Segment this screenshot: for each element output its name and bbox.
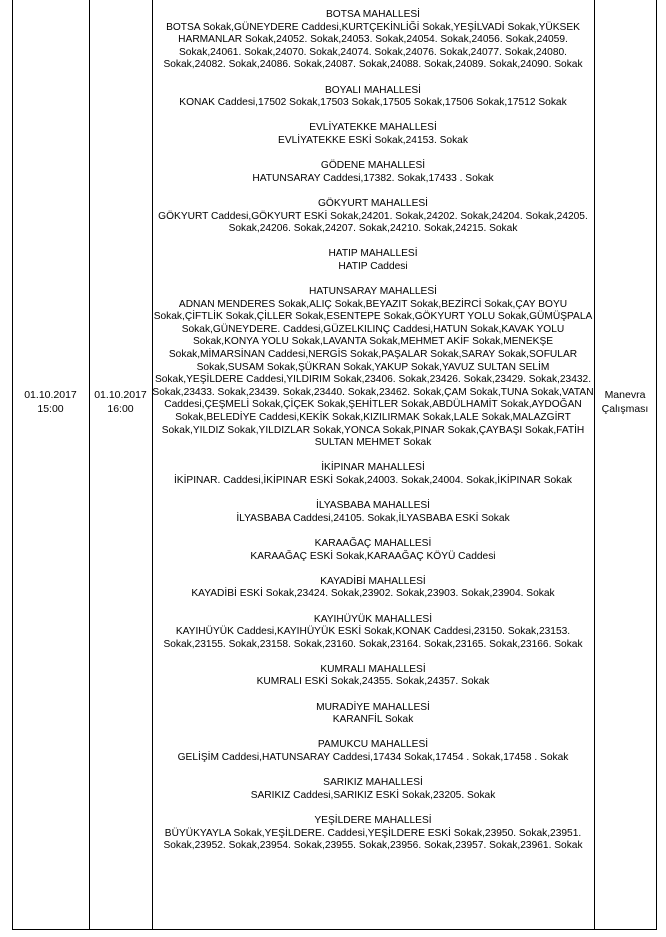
work-type-line2: Çalışması — [601, 403, 649, 415]
neighborhood-name: PAMUKCU MAHALLESİ — [317, 739, 429, 751]
neighborhood-block — [152, 739, 594, 764]
neighborhood-name: KAYIHÜYÜK MAHALLESİ — [313, 613, 433, 625]
start-time: 15:00 — [37, 403, 64, 415]
neighborhood-block — [152, 198, 594, 236]
neighborhood-streets: BÜYÜKYAYLA Sokak,YEŞİLDERE. Caddesi,YEŞİLDERE ESKİ Sokak,23950. Sokak,23951. Sokak,23952. Sokak,23954. Sokak,23955. Sokak,23956. Sokak,23957. Sokak,23961. Sokak — [163, 827, 583, 852]
column-divider-3 — [594, 0, 595, 930]
neighborhood-block — [152, 462, 594, 487]
neighborhood-streets: EVLİYATEKKE ESKİ Sokak,24153. Sokak — [278, 134, 468, 146]
neighborhood-block — [152, 122, 594, 147]
neighborhood-name: KAYADİBİ MAHALLESİ — [320, 575, 426, 587]
neighborhood-streets: KARAAĞAÇ ESKİ Sokak,KARAAĞAÇ KÖYÜ Caddesi — [250, 550, 496, 562]
neighborhood-name: İLYASBABA MAHALLESİ — [316, 500, 430, 512]
neighborhood-block — [152, 815, 594, 853]
neighborhood-name: SARIKIZ MAHALLESİ — [323, 777, 423, 789]
neighborhood-streets: KAYIHÜYÜK Caddesi,KAYIHÜYÜK ESKİ Sokak,KONAK Caddesi,23150. Sokak,23153. Sokak,23155. Sokak,23158. Sokak,23160. Sokak,23164. Sokak,23165. Sokak,23166. Sokak — [163, 626, 583, 650]
table-border-left — [12, 0, 13, 930]
neighborhood-block — [152, 500, 594, 525]
neighborhood-name: MURADİYE MAHALLESİ — [316, 701, 430, 713]
neighborhood-name: KUMRALI MAHALLESİ — [320, 663, 426, 675]
work-type-cell — [594, 388, 656, 416]
neighborhood-block — [152, 9, 594, 72]
row-bottom-border — [12, 929, 656, 930]
neighborhood-name: HATUNSARAY MAHALLESİ — [309, 286, 437, 298]
neighborhood-name: EVLİYATEKKE MAHALLESİ — [309, 122, 437, 134]
table-border-right — [656, 0, 657, 930]
start-date: 01.10.2017 — [24, 389, 77, 401]
neighborhood-block — [152, 614, 594, 652]
neighborhood-streets: KAYADİBİ ESKİ Sokak,23424. Sokak,23902. Sokak,23903. Sokak,23904. Sokak — [191, 588, 555, 600]
neighborhood-name: GÖDENE MAHALLESİ — [320, 160, 426, 172]
neighborhood-streets: SARIKIZ Caddesi,SARIKIZ ESKİ Sokak,23205. Sokak — [250, 789, 496, 801]
neighborhood-block — [152, 576, 594, 601]
neighborhood-name: BOTSA MAHALLESİ — [326, 9, 420, 20]
neighborhood-block — [152, 286, 594, 450]
neighborhood-block — [152, 777, 594, 802]
neighborhood-block — [152, 538, 594, 563]
work-type-line1: Manevra — [604, 389, 646, 401]
end-date: 01.10.2017 — [94, 389, 147, 401]
end-datetime-cell — [89, 388, 152, 416]
neighborhood-streets: İLYASBABA Caddesi,24105. Sokak,İLYASBABA ESKİ Sokak — [236, 512, 510, 524]
neighborhood-streets: HATUNSARAY Caddesi,17382. Sokak,17433 . Sokak — [252, 172, 494, 184]
neighborhood-block — [152, 664, 594, 689]
end-time: 16:00 — [107, 403, 134, 415]
neighborhood-name: KARAAĞAÇ MAHALLESİ — [314, 537, 432, 549]
neighborhood-block — [152, 248, 594, 273]
neighborhood-streets: KONAK Caddesi,17502 Sokak,17503 Sokak,17505 Sokak,17506 Sokak,17512 Sokak — [179, 97, 567, 109]
column-divider-1 — [89, 0, 90, 930]
neighborhood-streets: KUMRALI ESKİ Sokak,24355. Sokak,24357. Sokak — [256, 676, 490, 688]
neighborhood-streets: GELİŞİM Caddesi,HATUNSARAY Caddesi,17434 Sokak,17454 . Sokak,17458 . Sokak — [177, 752, 569, 764]
neighborhood-streets: ADNAN MENDERES Sokak,ALIÇ Sokak,BEYAZIT Sokak,BEZİRCİ Sokak,ÇAY BOYU Sokak,ÇİFTLİK Sokak,ÇİLLER Sokak,ESENTEPE Sokak,GÖKYURT YOLU Sokak,GÜMÜŞPALA Sokak,GÜNEYDERE. Caddesi,GÜZELKILINÇ Caddesi,HATUN Sokak,KAVAK YOLU Sokak,KONYA YOLU Sokak,LAVANTA Sokak,MEHMET AKİF Sokak,MENEKŞE Sokak,MİMARSİNAN Caddesi,NERGİS Sokak,PAŞALAR Sokak,SARAY Sokak,SOFULAR Sokak,SUSAM Sokak,ŞÜKRAN Sokak,YAKUP Sokak,YAVUZ SULTAN SELİM Sokak,YEŞİLDERE Caddesi,YILDIRIM Sokak,23406. Sokak,23426. Sokak,23429. Sokak,23432. Sokak,23433. Sokak,23439. Sokak,23440. Sokak,23462. Sokak,ÇAM Sokak,TUNA Sokak,VATAN Caddesi,ÇEŞMELİ Sokak,ÇİÇEK Sokak,ŞEHİTLER Sokak,ABDÜLHAMİT Sokak,AYDOĞAN Sokak,BELEDİYE Caddesi,KEKİK Sokak,KIZILIRMAK Sokak,LALE Sokak,MALAZGİRT Sokak,YILDIZ Sokak,YILDIZLAR Sokak,YONCA Sokak,PINAR Sokak,ÇAYBAŞI Sokak,FATİH SULTAN MEHMET Sokak — [152, 298, 594, 449]
neighborhood-name: YEŞİLDERE MAHALLESİ — [314, 815, 432, 826]
neighborhood-name: HATIP MAHALLESİ — [328, 248, 418, 260]
neighborhood-name: İKİPINAR MAHALLESİ — [321, 462, 425, 474]
neighborhood-streets: İKİPINAR. Caddesi,İKİPINAR ESKİ Sokak,24003. Sokak,24004. Sokak,İKİPINAR Sokak — [173, 474, 573, 486]
neighborhood-block — [152, 702, 594, 727]
neighborhood-streets: KARANFİL Sokak — [332, 714, 414, 726]
neighborhood-streets: BOTSA Sokak,GÜNEYDERE Caddesi,KURTÇEKİNLİĞİ Sokak,YEŞİLVADİ Sokak,YÜKSEK HARMANLAR Sokak,24052. Sokak,24053. Sokak,24054. Sokak,24056. Sokak,24059. Sokak,24061. Sokak,24070. Sokak,24074. Sokak,24076. Sokak,24077. Sokak,24080. Sokak,24082. Sokak,24086. Sokak,24087. Sokak,24088. Sokak,24089. Sokak,24090. Sokak — [163, 21, 583, 71]
neighborhood-name: GÖKYURT MAHALLESİ — [317, 197, 429, 209]
neighborhood-name: BOYALI MAHALLESİ — [324, 84, 422, 96]
neighborhood-block — [152, 85, 594, 110]
neighborhood-block — [152, 160, 594, 185]
neighborhood-streets: GÖKYURT Caddesi,GÖKYURT ESKİ Sokak,24201. Sokak,24202. Sokak,24204. Sokak,24205. Sokak,24206. Sokak,24207. Sokak,24210. Sokak,24215. Sokak — [158, 210, 588, 235]
start-datetime-cell — [12, 388, 89, 416]
neighborhood-streets: HATIP Caddesi — [338, 260, 408, 272]
affected-areas-cell — [152, 9, 594, 865]
